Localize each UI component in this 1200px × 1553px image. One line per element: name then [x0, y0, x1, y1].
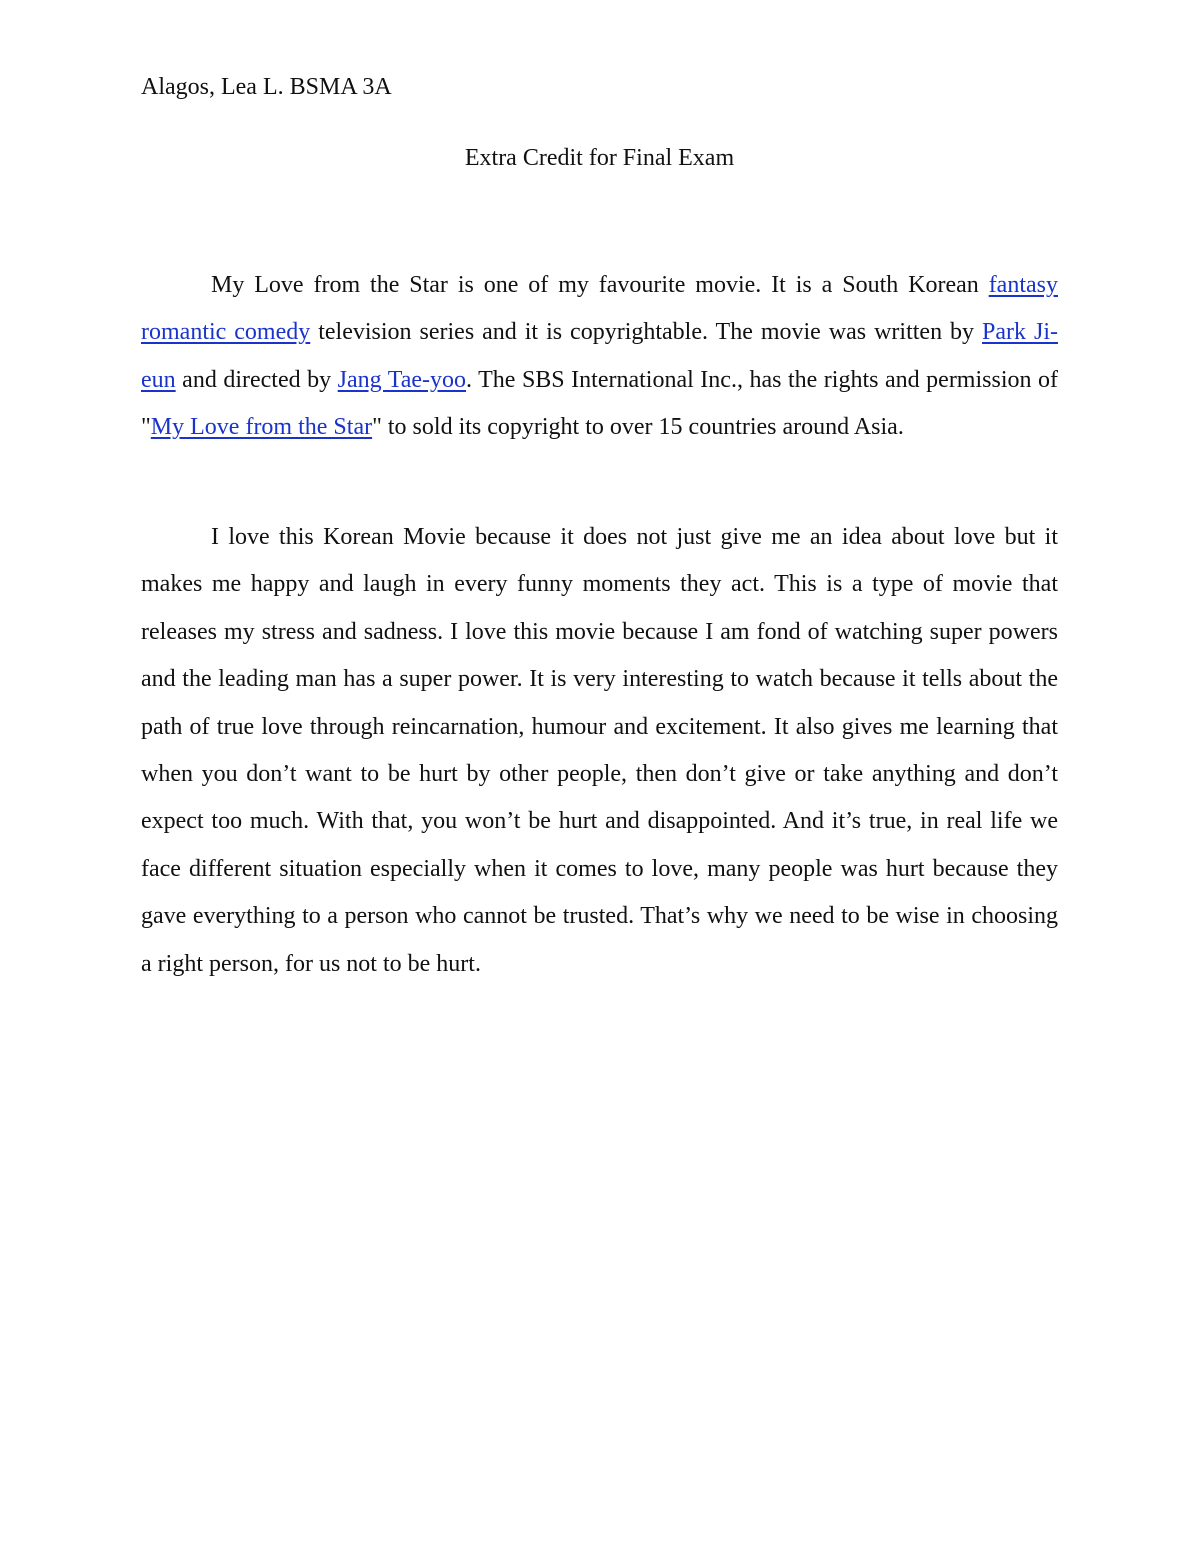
writer-link[interactable]: Park Ji-eun	[141, 319, 1058, 393]
paragraph-1-text-4: and directed by	[175, 366, 338, 393]
fantasy-link[interactable]: fantasy	[988, 272, 1058, 298]
paragraph-1	[141, 262, 1058, 452]
paragraph-1-text-6: " to sold its copyright to over 15 countries around Asia.	[372, 414, 904, 441]
paragraph-1-text-1: My Love from the Star is one of my favourite movie. It is a South Korean	[211, 272, 989, 298]
page-title: Extra Credit for Final Exam	[464, 145, 735, 171]
paragraph-1-text-3: television series and it is copyrightable. The movie was written by	[310, 319, 983, 346]
paragraph-1-text-5: . The SBS International Inc., has the rights and permission of "	[141, 366, 1059, 441]
paragraph-2-text: I love this Korean Movie because it does not just give me an idea about love but it makes me happy and laugh in every funny moments they act. This is a type of movie that releases my stress and sadness. I love this movie because I am fond of watching super powers and the leading man has a super power. It is very interesting to watch because it tells about the path of true love through reincarnation, humour and excitement. It also gives me learning that when you don’t want to be hurt by other people, then don’t give or take anything and don’t expect too much. With that, you won’t be hurt and disappointed. And it’s true, in real life we face different situation especially when it comes to love, many people was hurt because they gave everything to a person who cannot be trusted. That’s why we need to be wise in choosing a right person, for us not to be hurt.	[141, 524, 1058, 977]
author-line: Alagos, Lea L. BSMA 3A	[141, 74, 392, 100]
paragraph-2	[141, 514, 1058, 988]
romantic-comedy-link[interactable]: romantic comedy	[141, 319, 311, 346]
director-link[interactable]: Jang Tae-yoo	[337, 366, 467, 393]
series-title-link[interactable]: My Love from the Star	[150, 414, 373, 441]
